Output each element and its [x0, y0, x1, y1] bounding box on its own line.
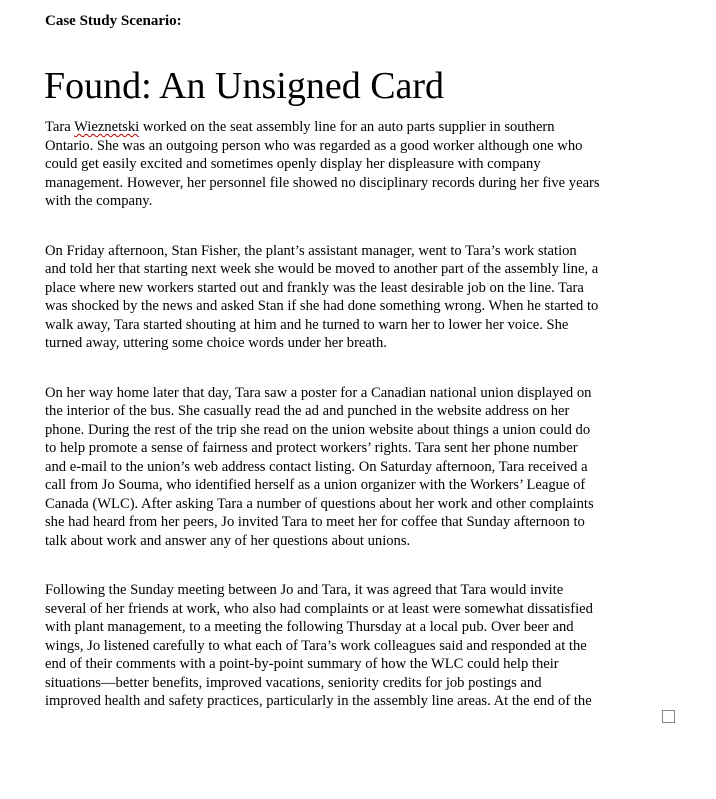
paragraph [45, 118, 657, 211]
section-label: Case Study Scenario: [45, 13, 182, 29]
text-line: situations—better benefits, improved vacations, seniority credits for job postings and [45, 674, 542, 691]
text-line: and told her that starting next week she would be moved to another part of the assembly line, a [45, 261, 599, 277]
paragraph [45, 581, 657, 711]
text-line: several of her friends at work, who also had complaints or at least were somewhat dissatisfied [45, 600, 593, 617]
text-line: walk away, Tara started shouting at him and he turned to warn her to lower her voice. She [45, 316, 569, 333]
text-line: Canada (WLC). After asking Tara a number of questions about her work and other complaints [45, 495, 594, 512]
text-line: and e-mail to the union’s web address contact listing. On Saturday afternoon, Tara received a [45, 458, 588, 475]
square-outline-icon[interactable] [662, 710, 675, 723]
text-line: call from Jo Souma, who identified herself as a union organizer with the Workers’ League of [45, 477, 586, 493]
text-line: to help promote a sense of fairness and protect workers’ rights. Tara sent her phone number [45, 440, 578, 456]
text-line: Ontario. She was an outgoing person who was regarded as a good worker although one who [45, 137, 583, 154]
text-fragment: worked on the seat assembly line for an auto parts supplier in southern [139, 119, 555, 135]
text-line: the interior of the bus. She casually read the ad and punched in the website address on her [45, 403, 570, 419]
case-study-body [45, 118, 657, 742]
text-line: talk about work and answer any of her questions about unions. [45, 532, 411, 549]
misspelled-word[interactable]: Wieznetski [74, 119, 140, 135]
text-line: end of their comments with a point-by-point summary of how the WLC could help their [45, 656, 559, 672]
text-line: phone. During the rest of the trip she read on the union website about things a union could do [45, 421, 591, 438]
text-line: turned away, uttering some choice words under her breath. [45, 335, 387, 351]
text-line: Following the Sunday meeting between Jo and Tara, it was agreed that Tara would invite [45, 582, 564, 598]
text-line: she had heard from her peers, Jo invited Tara to meet her for coffee that Sunday afternoon to [45, 514, 585, 530]
text-line [45, 118, 657, 137]
text-line: wings, Jo listened carefully to what each of Tara’s work colleagues said and responded at the [45, 637, 587, 654]
document-title: Found: An Unsigned Card [44, 65, 445, 107]
paragraph [45, 242, 657, 353]
paragraph [45, 384, 657, 551]
text-line: with the company. [45, 193, 153, 209]
text-line: management. However, her personnel file showed no disciplinary records during her five years [45, 174, 600, 191]
text-fragment: Tara [45, 119, 75, 135]
text-line: On Friday afternoon, Stan Fisher, the plant’s assistant manager, went to Tara’s work station [45, 242, 577, 259]
text-line: On her way home later that day, Tara saw a poster for a Canadian national union displayed on [45, 384, 592, 401]
text-line: could get easily excited and sometimes openly display her displeasure with company [45, 156, 541, 172]
text-line: with plant management, to a meeting the following Thursday at a local pub. Over beer and [45, 619, 574, 635]
text-line: place where new workers started out and frankly was the least desirable job on the line. Tara [45, 279, 584, 296]
text-line: improved health and safety practices, particularly in the assembly line areas. At the end of the [45, 693, 592, 709]
text-line: was shocked by the news and asked Stan if she had done something wrong. When he started to [45, 298, 599, 314]
